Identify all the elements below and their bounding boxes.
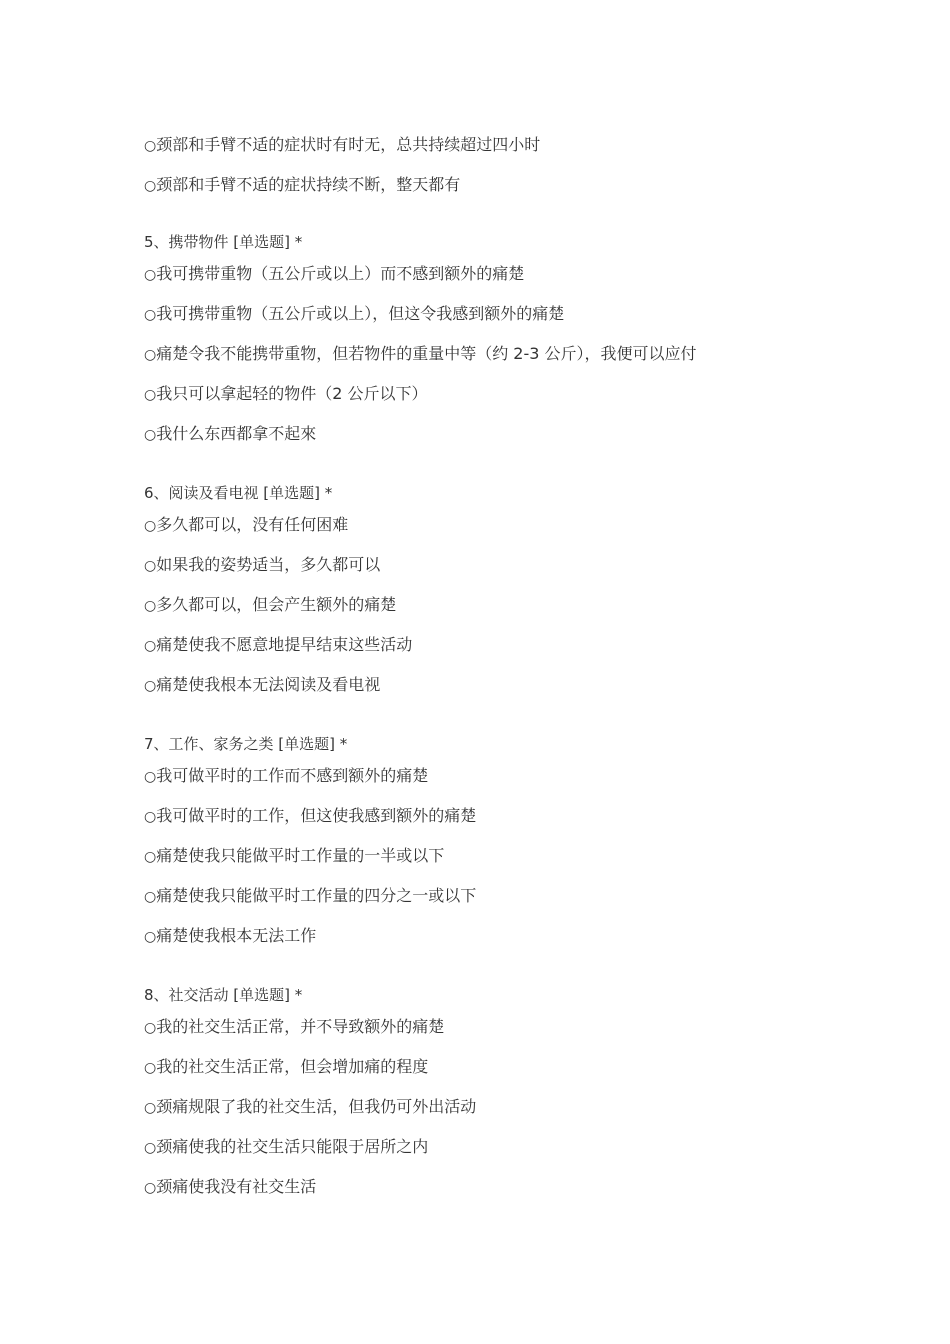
option-label: 痛楚使我根本无法阅读及看电视	[156, 675, 381, 694]
question-5	[144, 231, 697, 446]
radio-option[interactable]	[144, 764, 476, 788]
radio-option[interactable]	[144, 1015, 476, 1039]
option-label: 我的社交生活正常，并不导致额外的痛楚	[156, 1017, 445, 1036]
question-6	[144, 482, 412, 697]
radio-circle-icon[interactable]: ○	[144, 638, 157, 654]
option-label: 痛楚使我根本无法工作	[156, 926, 317, 945]
option-label: 我可做平时的工作，但这使我感到额外的痛楚	[156, 806, 477, 825]
option-label: 多久都可以，但会产生额外的痛楚	[156, 595, 397, 614]
radio-circle-icon[interactable]: ○	[144, 178, 157, 194]
radio-option[interactable]	[144, 633, 412, 657]
radio-circle-icon[interactable]: ○	[144, 1020, 157, 1036]
option-label: 我可做平时的工作而不感到额外的痛楚	[156, 766, 429, 785]
option-label: 痛楚令我不能携带重物，但若物件的重量中等（约 2-3 公斤），我便可以应付	[156, 344, 697, 363]
radio-option[interactable]	[144, 673, 412, 697]
option-label: 颈痛规限了我的社交生活，但我仍可外出活动	[156, 1097, 477, 1116]
radio-circle-icon[interactable]: ○	[144, 809, 157, 825]
radio-circle-icon[interactable]: ○	[144, 769, 157, 785]
option-label: 颈痛使我的社交生活只能限于居所之内	[156, 1137, 429, 1156]
question-title: 5、携带物件 [单选题] *	[144, 233, 303, 251]
option-label: 痛楚使我只能做平时工作量的一半或以下	[156, 846, 445, 865]
radio-circle-icon[interactable]: ○	[144, 518, 157, 534]
question-4-remaining-options	[144, 133, 540, 197]
option-label: 如果我的姿势适当，多久都可以	[156, 555, 381, 574]
radio-option[interactable]	[144, 1095, 476, 1119]
radio-option[interactable]	[144, 382, 697, 406]
radio-option[interactable]	[144, 1175, 476, 1199]
radio-option[interactable]	[144, 884, 476, 908]
radio-circle-icon[interactable]: ○	[144, 307, 157, 323]
option-label: 我可携带重物（五公斤或以上），但这令我感到额外的痛楚	[156, 304, 565, 323]
radio-option[interactable]	[144, 1055, 476, 1079]
radio-circle-icon[interactable]: ○	[144, 929, 157, 945]
radio-option[interactable]	[144, 513, 412, 537]
radio-option[interactable]	[144, 804, 476, 828]
radio-circle-icon[interactable]: ○	[144, 889, 157, 905]
radio-option[interactable]	[144, 133, 540, 157]
radio-option[interactable]	[144, 1135, 476, 1159]
radio-option[interactable]	[144, 553, 412, 577]
radio-circle-icon[interactable]: ○	[144, 678, 157, 694]
option-label: 我什么东西都拿不起來	[156, 424, 317, 443]
radio-option[interactable]	[144, 924, 476, 948]
option-label: 我可携带重物（五公斤或以上）而不感到额外的痛楚	[156, 264, 525, 283]
radio-circle-icon[interactable]: ○	[144, 849, 157, 865]
option-label: 我的社交生活正常，但会增加痛的程度	[156, 1057, 429, 1076]
radio-circle-icon[interactable]: ○	[144, 1140, 157, 1156]
radio-option[interactable]	[144, 342, 697, 366]
radio-circle-icon[interactable]: ○	[144, 267, 157, 283]
radio-option[interactable]	[144, 422, 697, 446]
option-label: 颈痛使我没有社交生活	[156, 1177, 317, 1196]
radio-option[interactable]	[144, 593, 412, 617]
question-8	[144, 984, 476, 1199]
radio-option[interactable]	[144, 262, 697, 286]
radio-circle-icon[interactable]: ○	[144, 1180, 157, 1196]
question-title: 7、工作、家务之类 [单选题] *	[144, 735, 348, 753]
question-title: 6、阅读及看电视 [单选题] *	[144, 484, 333, 502]
option-label: 颈部和手臂不适的症状持续不断，整天都有	[156, 175, 461, 194]
radio-circle-icon[interactable]: ○	[144, 598, 157, 614]
option-label: 我只可以拿起轻的物件（2 公斤以下）	[156, 384, 428, 403]
radio-option[interactable]	[144, 302, 697, 326]
question-title: 8、社交活动 [单选题] *	[144, 986, 303, 1004]
radio-circle-icon[interactable]: ○	[144, 387, 157, 403]
option-label: 痛楚使我只能做平时工作量的四分之一或以下	[156, 886, 477, 905]
radio-circle-icon[interactable]: ○	[144, 1100, 157, 1116]
radio-option[interactable]	[144, 173, 540, 197]
radio-circle-icon[interactable]: ○	[144, 1060, 157, 1076]
option-label: 多久都可以，没有任何困难	[156, 515, 349, 534]
question-7	[144, 733, 476, 948]
radio-circle-icon[interactable]: ○	[144, 347, 157, 363]
radio-circle-icon[interactable]: ○	[144, 558, 157, 574]
radio-circle-icon[interactable]: ○	[144, 138, 157, 154]
option-label: 痛楚使我不愿意地提早结束这些活动	[156, 635, 413, 654]
radio-option[interactable]	[144, 844, 476, 868]
option-label: 颈部和手臂不适的症状时有时无，总共持续超过四小时	[156, 135, 541, 154]
radio-circle-icon[interactable]: ○	[144, 427, 157, 443]
